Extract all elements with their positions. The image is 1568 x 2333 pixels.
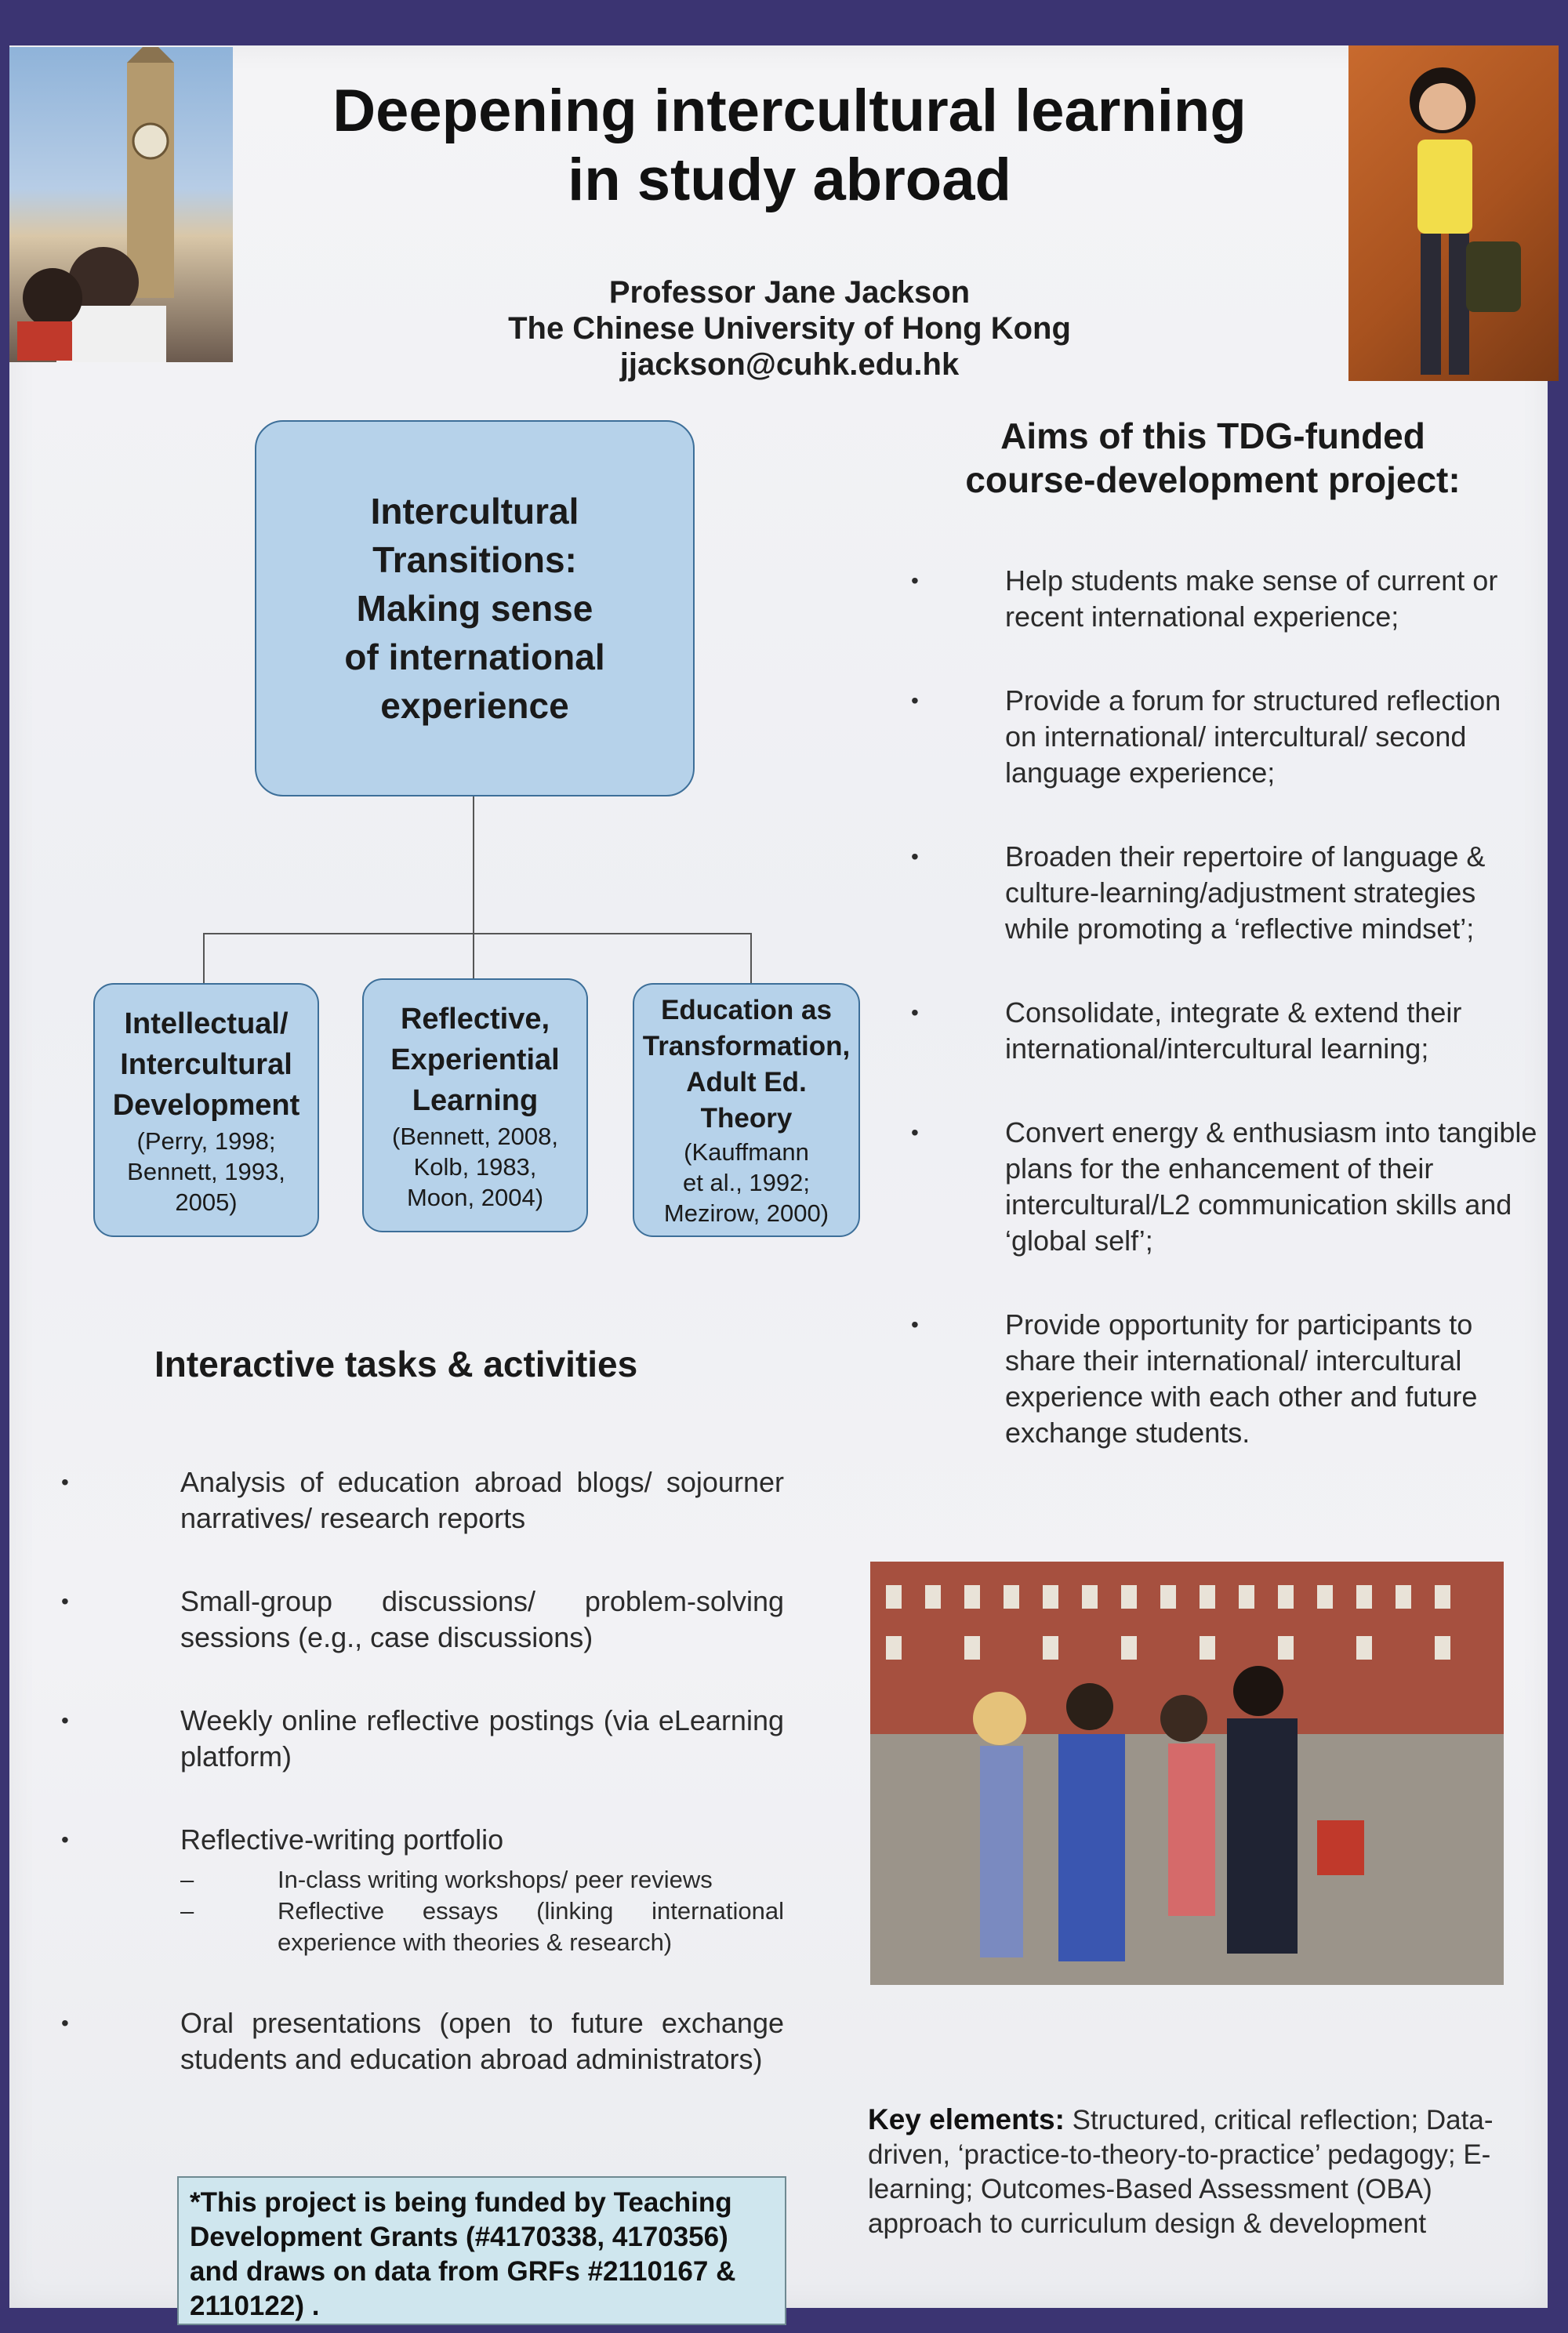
student-photo (1348, 45, 1559, 381)
concept-title-line: Transformation, (642, 1030, 851, 1061)
concept-box-transformation (633, 983, 860, 1237)
concept-ref-line: Kolb, 1983, (413, 1152, 537, 1181)
concept-ref-line: 2005) (175, 1188, 238, 1216)
concept-box-reflective (362, 978, 588, 1232)
connector-left (203, 933, 205, 983)
main-concept-box (255, 420, 695, 796)
task-item (61, 1703, 784, 1775)
concept-title-line: Reflective, (400, 1002, 550, 1036)
aims-list (911, 563, 1538, 1451)
connector-center (473, 933, 474, 978)
portfolio-subitem: – In-class writing workshops/ peer reviews (180, 1864, 784, 1896)
concept-title-line: Development (112, 1088, 300, 1122)
title-line-1: Deepening intercultural learning (332, 78, 1247, 144)
aim-item: • Consolidate, integrate & extend their international/intercultural learning; (911, 995, 1538, 1067)
concept-title-line: Learning (412, 1083, 539, 1117)
concept-ref-line: Mezirow, 2000) (663, 1199, 829, 1227)
portfolio-subitem: – Reflective essays (linking international experience with theories & research) (180, 1896, 784, 1958)
aim-item: • Broaden their repertoire of language & culture-learning/adjustment strategies while promoting a ‘reflective mindset’; (911, 839, 1538, 947)
poster (9, 45, 1548, 2321)
main-concept-line: Transitions: (372, 539, 577, 580)
plaza-group-photo (870, 1562, 1504, 1985)
concept-ref-line: (Bennett, 2008, (392, 1122, 558, 1150)
connector-vertical-main (473, 793, 474, 933)
aim-item: • Provide opportunity for participants to share their international/ intercultural experience with each other and future exchange students. (911, 1307, 1538, 1451)
concept-title-line: Theory (700, 1102, 793, 1134)
task-item (61, 1584, 784, 1656)
aims-heading-line: Aims of this TDG-funded (1000, 415, 1425, 456)
concept-title-line: Intercultural (120, 1047, 292, 1081)
main-concept-line: experience (380, 685, 569, 726)
aims-heading (887, 414, 1538, 502)
task-text: Analysis of education abroad blogs/ sojourner narratives/ research reports (180, 1466, 784, 1534)
concept-ref-line: (Kauffmann (684, 1137, 809, 1166)
key-elements-text: Structured, critical reflection; Data-driven, ‘practice-to-theory-to-practice’ pedagogy; E-learning; Outcomes-Based Assessment (OBA) approach to curriculum design & development (868, 2105, 1494, 2239)
concept-title-line: Experiential (390, 1043, 560, 1076)
concept-title-line: Education as (661, 994, 832, 1025)
aim-item: • Provide a forum for structured reflection on international/ intercultural/ second language experience; (911, 683, 1538, 791)
task-item (61, 1464, 784, 1537)
author-block (323, 274, 1256, 383)
task-text: Weekly online reflective postings (via eLearning platform) (180, 1704, 784, 1772)
concept-title-line: Adult Ed. (686, 1066, 807, 1098)
author-name: Professor Jane Jackson (608, 275, 971, 310)
title-line-2: in study abroad (568, 147, 1011, 213)
concept-ref-line: (Perry, 1998; (136, 1127, 276, 1155)
main-concept-line: of international (344, 637, 605, 677)
concept-ref-line: et al., 1992; (682, 1168, 810, 1196)
funding-note: *This project is being funded by Teaching Development Grants (#4170338, 4170356) and draws on data from GRFs #2110167 & 2110122) . (177, 2176, 786, 2325)
concept-ref-line: Moon, 2004) (406, 1183, 544, 1211)
author-email: jjackson@cuhk.edu.hk (619, 347, 960, 382)
big-ben-students-photo (9, 47, 233, 362)
poster-title (229, 77, 1350, 215)
task-item (61, 1822, 784, 1958)
task-text: Reflective-writing portfolio (180, 1823, 504, 1856)
task-text: Small-group discussions/ problem-solving sessions (e.g., case discussions) (180, 1585, 784, 1653)
task-text: Oral presentations (open to future exchange students and education abroad administrators) (180, 2007, 784, 2075)
tasks-heading: Interactive tasks & activities (154, 1344, 638, 1384)
key-elements-label: Key elements: (868, 2103, 1065, 2135)
task-item (61, 2005, 784, 2077)
author-affiliation: The Chinese University of Hong Kong (508, 311, 1071, 346)
connector-horizontal (203, 933, 752, 934)
concept-ref-line: Bennett, 1993, (127, 1157, 285, 1185)
main-concept-line: Making sense (356, 588, 593, 629)
aims-heading-line: course-development project: (965, 459, 1461, 500)
aim-item: • Help students make sense of current or recent international experience; (911, 563, 1538, 635)
key-elements (868, 2103, 1526, 2241)
concept-title-line: Intellectual/ (124, 1007, 289, 1040)
main-concept-line: Intercultural (370, 491, 579, 532)
concept-box-intellectual (93, 983, 319, 1237)
aim-item: • Convert energy & enthusiasm into tangible plans for the enhancement of their intercultural/L2 communication skills and ‘global self’; (911, 1115, 1538, 1259)
connector-right (750, 933, 752, 983)
portfolio-sublist (180, 1864, 784, 1958)
tasks-list (61, 1464, 784, 2077)
